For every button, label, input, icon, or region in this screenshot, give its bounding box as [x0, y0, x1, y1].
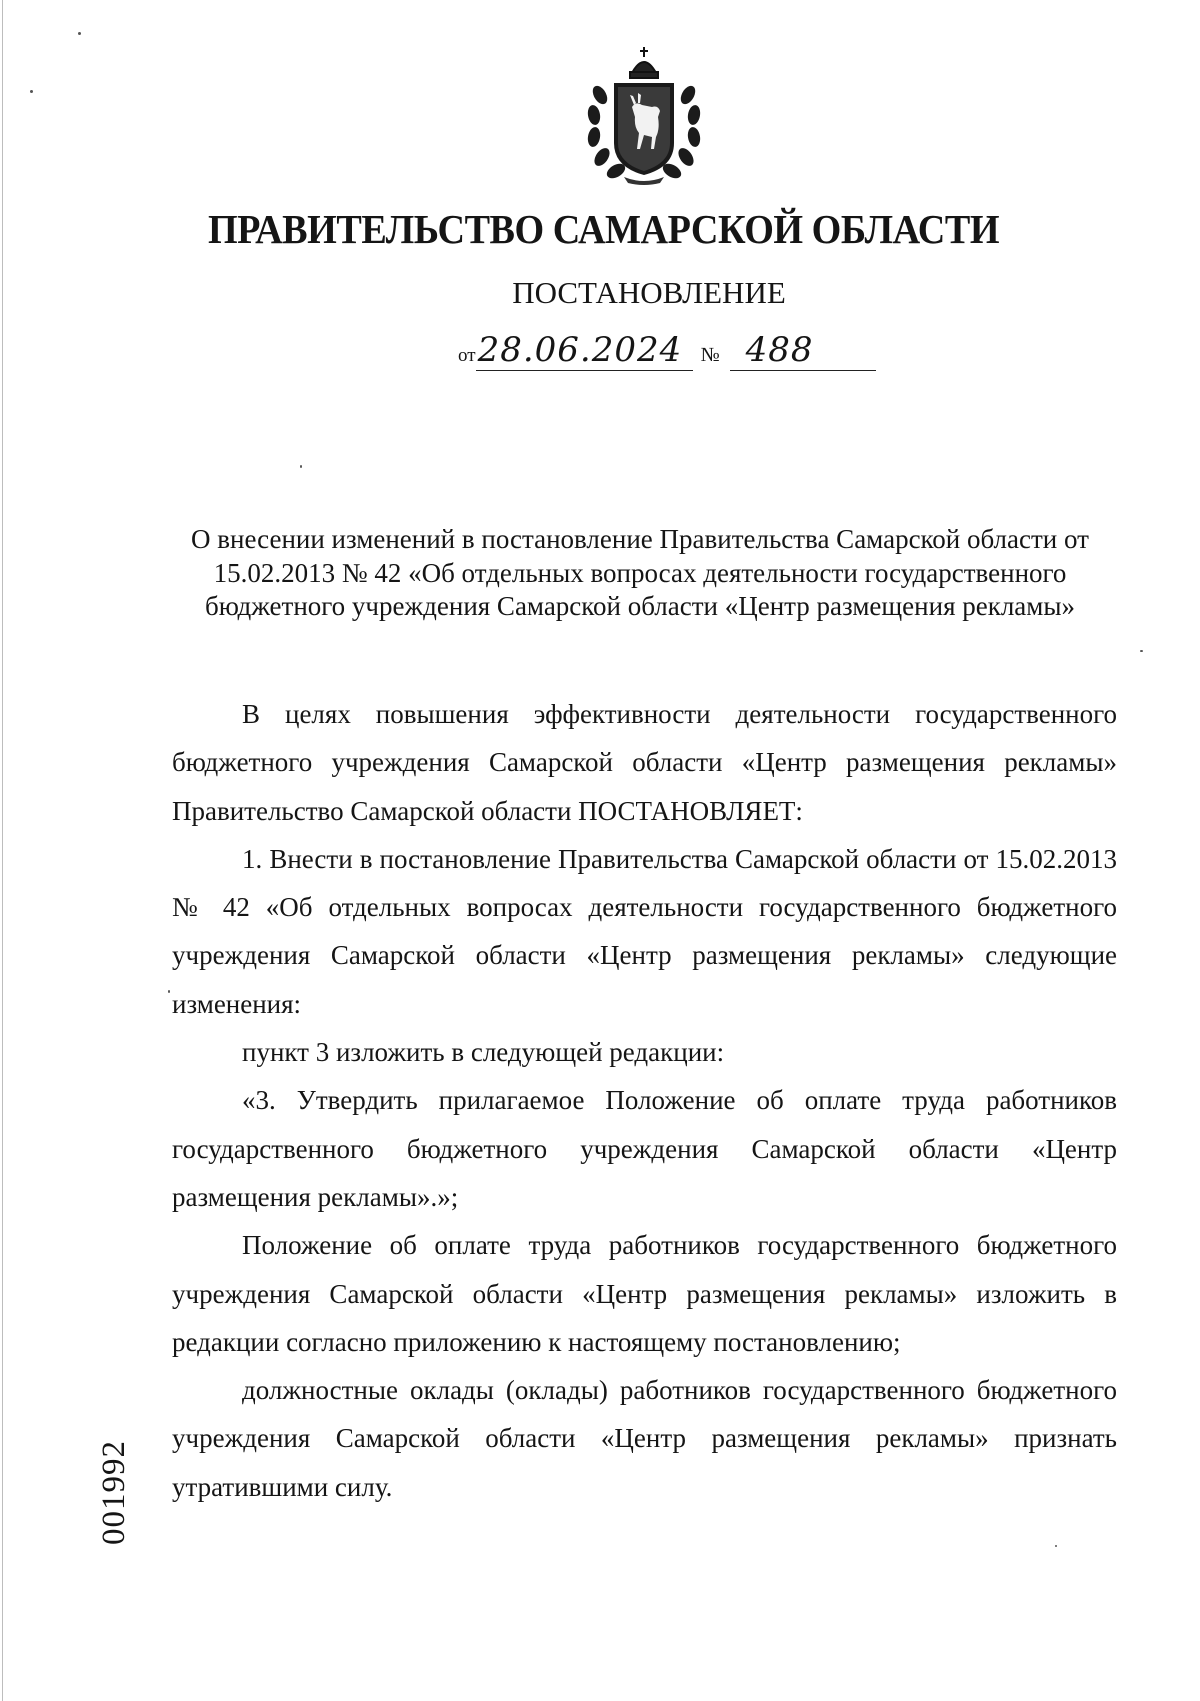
document-body [172, 690, 1117, 1511]
side-registration-code: 001992 [96, 1440, 132, 1545]
scan-speck [1140, 650, 1143, 652]
document-subject: О внесении изменений в постановление Правительства Самарской области от 15.02.2013 № 42 «Об отдельных вопросах деятельности государственного бюджетного учреждения Самарской области «Центр размещения рекламы» [191, 524, 1089, 621]
paragraph-item-3-text: «3. Утвердить прилагаемое Положение об оплате труда работников государственного бюджетного учреждения Самарской области «Центр размещения рекламы».»; [172, 1085, 1117, 1212]
samara-coat-of-arms-icon [580, 45, 708, 185]
government-title: ПРАВИТЕЛЬСТВО САМАРСКОЙ ОБЛАСТИ [207, 206, 1000, 252]
scan-speck [300, 465, 302, 468]
number-label: № [700, 344, 720, 366]
page-edge [2, 0, 3, 1701]
paragraph-purpose: В целях повышения эффективности деятельности государственного бюджетного учреждения Самарской области «Центр размещения рекламы» Правительство Самарской области ПОСТАНОВЛЯЕТ: [172, 699, 1117, 826]
paragraph-item-1: 1. Внести в постановление Правительства Самарской области от 15.02.2013 № 42 «Об отдельных вопросах деятельности государственного бюджетного учреждения Самарской области «Центр размещения рекламы» следующие изменения: [172, 843, 1117, 1019]
scan-speck [168, 990, 170, 993]
date-number-line [458, 330, 876, 371]
paragraph-item-3-intro: пункт 3 изложить в следующей редакции: [242, 1037, 725, 1068]
scan-speck [78, 32, 81, 35]
handwritten-number: 488 [730, 330, 876, 371]
scan-speck [30, 90, 33, 93]
paragraph-salaries: должностные оклады (оклады) работников государственного бюджетного учреждения Самарской области «Центр размещения рекламы» признать утратившими силу. [172, 1375, 1117, 1502]
scan-speck [1055, 1545, 1057, 1547]
document-type: ПОСТАНОВЛЕНИЕ [512, 275, 786, 310]
paragraph-regulation: Положение об оплате труда работников государственного бюджетного учреждения Самарской области «Центр размещения рекламы» изложить в редакции согласно приложению к настоящему постановлению; [172, 1230, 1117, 1357]
date-prefix: от [458, 345, 476, 366]
handwritten-date: 28.06.2024 [476, 330, 693, 371]
